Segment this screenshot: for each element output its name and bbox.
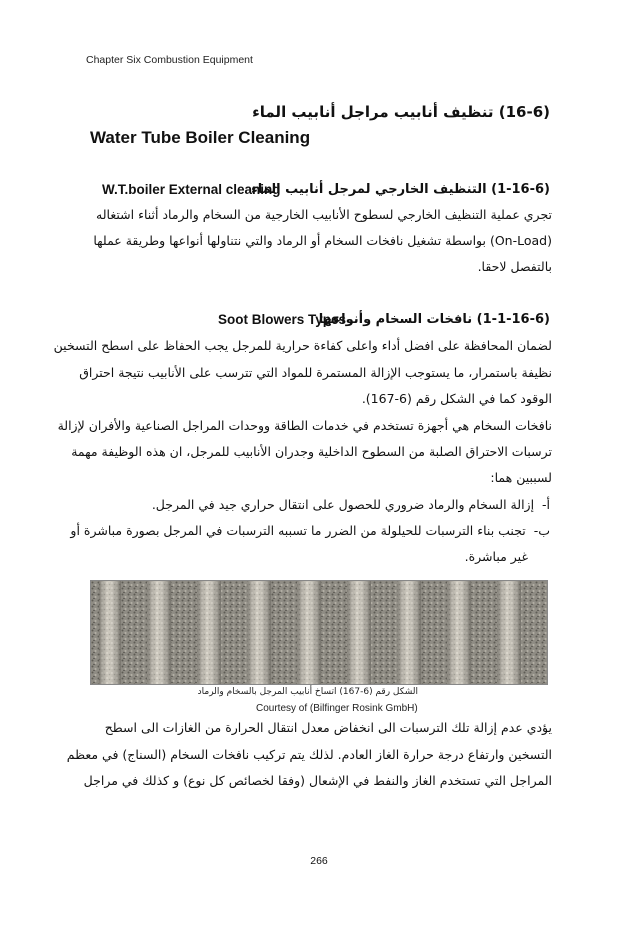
subsection1-number: (1-16-6): [491, 182, 550, 197]
page-number: 266: [310, 855, 328, 867]
paragraph-line: نافخات السخام هي أجهزة تستخدم في خدمات الطاقة ووحدات المراجل الصناعية والأفران لإزالة: [57, 418, 552, 433]
figure-caption-ar: الشكل رقم (6-167) اتساخ أنابيب المرجل بالسخام والرماد: [197, 687, 418, 697]
paragraph-line: المراجل التي تستخدم الغاز والنفط في الإشعال (وفقا لخصائص كل نوع) و كذلك في مراجل: [83, 773, 552, 788]
chapter-header: Chapter Six Combustion Equipment: [86, 54, 253, 66]
list-marker: ب-: [533, 523, 550, 538]
section-title-en: Water Tube Boiler Cleaning: [90, 128, 311, 147]
subsection1-title-en: W.T.boiler External cleaning: [102, 182, 281, 197]
subsection1-title-ar: التنظيف الخارجي لمرجل أنابيب الماء: [251, 182, 487, 197]
paragraph-line: يؤدي عدم إزالة تلك الترسبات الى انخفاض معدل انتقال الحرارة من الغازات الى اسطح: [104, 720, 552, 735]
figure-caption-en: Courtesy of (Bilfinger Rosink GmbH): [256, 703, 418, 714]
section-title-ar: تنظيف أنابيب مراجل أنابيب الماء: [252, 103, 494, 121]
paragraph-line: لضمان المحافظة على افضل أداء واعلى كفاءة حرارية للمرجل يجب الحفاظ على اسطح التسخين: [53, 338, 552, 353]
list-item: [70, 523, 550, 538]
list-item-text: إزالة السخام والرماد ضروري للحصول على انتقال حراري جيد في المرجل.: [151, 497, 535, 512]
paragraph-line: لسببين هما:: [490, 470, 552, 485]
paragraph-line: التسخين وارتفاع درجة حرارة الغاز العادم. لذلك يتم تركيب نافخات السخام (السناج) في معظم: [66, 747, 552, 762]
subsection2-number: (1-1-16-6): [476, 312, 550, 327]
list-item-text: تجنب بناء الترسبات للحيلولة من الضرر ما تسببه الترسبات في المرجل بصورة مباشرة أو: [70, 523, 526, 538]
paragraph-line: الوقود كما في الشكل رقم (6-167).: [361, 391, 552, 406]
list-item: [152, 497, 550, 512]
paragraph-line: تجري عملية التنظيف الخارجي لسطوح الأنابيب الخارجية من السخام والرماد أثناء اشتغاله: [96, 207, 552, 222]
paragraph-line: نظيفة باستمرار، ما يستوجب الإزالة المستمرة للمواد التي تترسب على الأنابيب نتيجة احتراق: [79, 365, 552, 380]
paragraph-line: (On-Load) بواسطة تشغيل نافخات السخام أو الرماد والتي نتناولها أنواعها وطريقة عملها: [93, 233, 552, 248]
section-number: (16-6): [498, 103, 550, 121]
tube-row: [99, 581, 521, 684]
subsection1-heading-ar: [251, 182, 550, 197]
fouled-tubes-photo: [90, 580, 548, 685]
paragraph-line: بالتفصل لاحقا.: [477, 259, 552, 274]
subsection2-heading-ar: [319, 312, 550, 327]
subsection2-title-en: Soot Blowers Types: [218, 312, 347, 327]
list-item-continuation: غير مباشرة.: [464, 549, 528, 564]
section-heading-ar: [252, 103, 550, 121]
subsection2-title-ar: نافخات السخام وأنواعها: [318, 312, 473, 327]
list-marker: أ-: [542, 497, 550, 512]
paragraph-line: ترسبات الاحتراق الصلبة من السطوح الداخلية وجدران الأنابيب للمرجل، ان هذه الوظيفة مهمة: [71, 444, 552, 459]
